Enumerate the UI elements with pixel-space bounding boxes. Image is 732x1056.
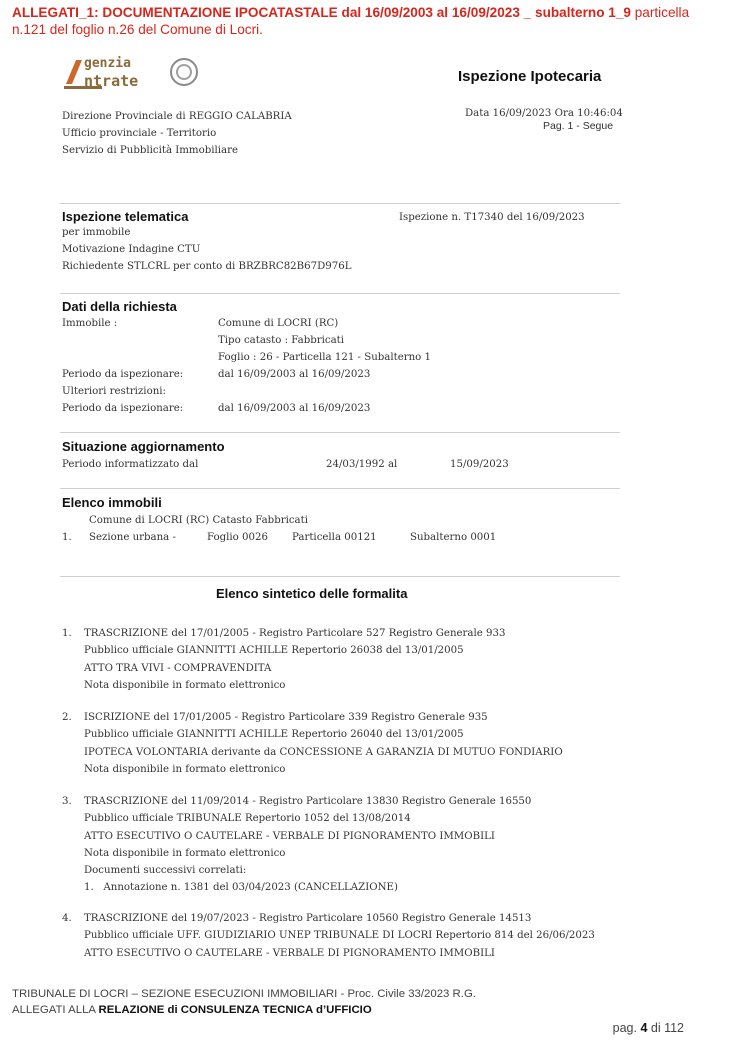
section-title-aggiornamento: Situazione aggiornamento <box>62 439 225 454</box>
formalita-line: Pubblico ufficiale GIANNITTI ACHILLE Repertorio 26040 del 13/01/2005 <box>84 729 464 741</box>
immobili-subtitle: Comune di LOCRI (RC) Catasto Fabbricati <box>89 515 308 526</box>
divider <box>60 576 620 577</box>
immobile-line: Foglio : 26 - Particella 121 - Subalterno 1 <box>218 352 432 364</box>
logo-line2: ntrate <box>84 72 139 90</box>
office-line: Direzione Provinciale di REGGIO CALABRIA <box>62 111 292 122</box>
ispezione-details <box>62 224 351 276</box>
ispezione-line: per immobile <box>62 227 131 238</box>
document-footer <box>12 986 476 1018</box>
immobile-line: Tipo catasto : Fabbricati <box>218 335 345 347</box>
formalita-line: Nota disponibile in formato elettronico <box>84 847 286 859</box>
formalita-line: Documenti successivi correlati: <box>84 865 247 877</box>
immobili-row-foglio: Foglio 0026 <box>207 532 268 543</box>
formalita-sub-item: 1. Annotazione n. 1381 del 03/04/2023 (CANCELLAZIONE) <box>84 882 398 894</box>
footer-line2 <box>12 1002 476 1018</box>
immobili-row-subalterno: Subalterno 0001 <box>410 532 497 543</box>
office-line: Ufficio provinciale - Territorio <box>62 128 217 140</box>
formalita-line: Nota disponibile in formato elettronico <box>84 763 286 775</box>
banner-rest-text: particella n.121 del foglio n.26 del Comune di Locri. <box>12 5 690 37</box>
formalita-line: TRASCRIZIONE del 17/01/2005 - Registro Particolare 527 Registro Generale 933 <box>84 628 506 639</box>
section-title-richiesta: Dati della richiesta <box>62 299 177 314</box>
formalita-line: Pubblico ufficiale UFF. GIUDIZIARIO UNEP TRIBUNALE DI LOCRI Repertorio 814 del 26/06/2023 <box>84 930 595 942</box>
ispezione-line: Motivazione Indagine CTU <box>62 244 201 256</box>
formalita-line: Pubblico ufficiale GIANNITTI ACHILLE Repertorio 26038 del 13/01/2005 <box>84 645 464 657</box>
formalita-line: IPOTECA VOLONTARIA derivante da CONCESSIONE A GARANZIA DI MUTUO FONDIARIO <box>84 746 563 758</box>
divider <box>60 432 620 433</box>
office-block <box>62 108 292 160</box>
page-title: Ispezione Ipotecaria <box>458 68 602 85</box>
divider <box>60 293 620 294</box>
immobile-label: Immobile : <box>62 318 118 329</box>
immobili-row-particella: Particella 00121 <box>292 532 377 543</box>
formalita-item <box>62 793 531 897</box>
ispezione-line: Richiedente STLCRL per conto di BRZBRC82B67D976L <box>62 261 352 273</box>
footer-line2-prefix: ALLEGATI ALLA <box>12 1004 99 1016</box>
restrizioni-label: Ulteriori restrizioni: <box>62 386 166 397</box>
formalita-item <box>62 625 505 694</box>
formalita-num: 2. <box>62 712 72 723</box>
aggiornamento-from: 24/03/1992 al <box>326 459 398 470</box>
section-title-immobili: Elenco immobili <box>62 495 162 510</box>
banner-bold-text: ALLEGATI_1: DOCUMENTAZIONE IPOCATASTALE dal 16/09/2003 al 16/09/2023 _ subalterno 1_9 <box>12 5 631 20</box>
formalita-line: Pubblico ufficiale TRIBUNALE Repertorio 1052 del 13/08/2014 <box>84 813 411 825</box>
footer-line2-bold: RELAZIONE di CONSULENZA TECNICA d’UFFICIO <box>98 1004 372 1016</box>
agenzia-entrate-logo <box>62 54 202 94</box>
immobili-row-num: 1. <box>62 532 72 543</box>
divider <box>60 203 620 204</box>
aggiornamento-label: Periodo informatizzato dal <box>62 459 199 470</box>
periodo2-value: dal 16/09/2003 al 16/09/2023 <box>218 403 371 414</box>
formalita-item <box>62 910 595 962</box>
formalita-num: 3. <box>62 796 72 807</box>
office-line: Servizio di Pubblicità Immobiliare <box>62 145 238 157</box>
divider <box>60 488 620 489</box>
section-title-formalita: Elenco sintetico delle formalita <box>216 586 408 601</box>
logo-line1: genzia <box>84 56 131 71</box>
ispezione-number: Ispezione n. T17340 del 16/09/2023 <box>399 212 585 223</box>
date-time: Data 16/09/2023 Ora 10:46:04 <box>465 108 623 119</box>
formalita-line: Nota disponibile in formato elettronico <box>84 679 286 691</box>
footer-line1: TRIBUNALE DI LOCRI – SEZIONE ESECUZIONI IMMOBILIARI - Proc. Civile 33/2023 R.G. <box>12 988 476 1000</box>
formalita-line: ATTO TRA VIVI - COMPRAVENDITA <box>84 662 272 674</box>
periodo-label: Periodo da ispezionare: <box>62 369 184 380</box>
immobili-row-sezione: Sezione urbana - <box>89 532 176 543</box>
formalita-num: 4. <box>62 913 72 924</box>
page-suffix: di 112 <box>647 1021 684 1035</box>
page-num: 4 <box>640 1021 648 1035</box>
formalita-num: 1. <box>62 628 72 639</box>
immobile-values <box>218 315 431 367</box>
page-indicator: Pag. 1 - Segue <box>543 120 614 132</box>
formalita-line: ATTO ESECUTIVO O CAUTELARE - VERBALE DI PIGNORAMENTO IMMOBILI <box>84 947 495 959</box>
section-title-ispezione: Ispezione telematica <box>62 209 189 224</box>
immobile-line: Comune di LOCRI (RC) <box>218 318 339 329</box>
formalita-line: TRASCRIZIONE del 19/07/2023 - Registro Particolare 10560 Registro Generale 14513 <box>84 913 532 924</box>
periodo-value: dal 16/09/2003 al 16/09/2023 <box>218 369 371 380</box>
formalita-line: ATTO ESECUTIVO O CAUTELARE - VERBALE DI PIGNORAMENTO IMMOBILI <box>84 830 495 842</box>
document-banner <box>12 4 722 38</box>
formalita-line: TRASCRIZIONE del 11/09/2014 - Registro Particolare 13830 Registro Generale 16550 <box>84 796 532 807</box>
formalita-item <box>62 709 563 778</box>
periodo2-label: Periodo da ispezionare: <box>62 403 184 414</box>
formalita-line: ISCRIZIONE del 17/01/2005 - Registro Particolare 339 Registro Generale 935 <box>84 712 488 723</box>
page-prefix: pag. <box>612 1021 641 1035</box>
aggiornamento-to: 15/09/2023 <box>450 459 509 470</box>
page-number <box>613 1021 684 1035</box>
date-block <box>465 108 623 120</box>
